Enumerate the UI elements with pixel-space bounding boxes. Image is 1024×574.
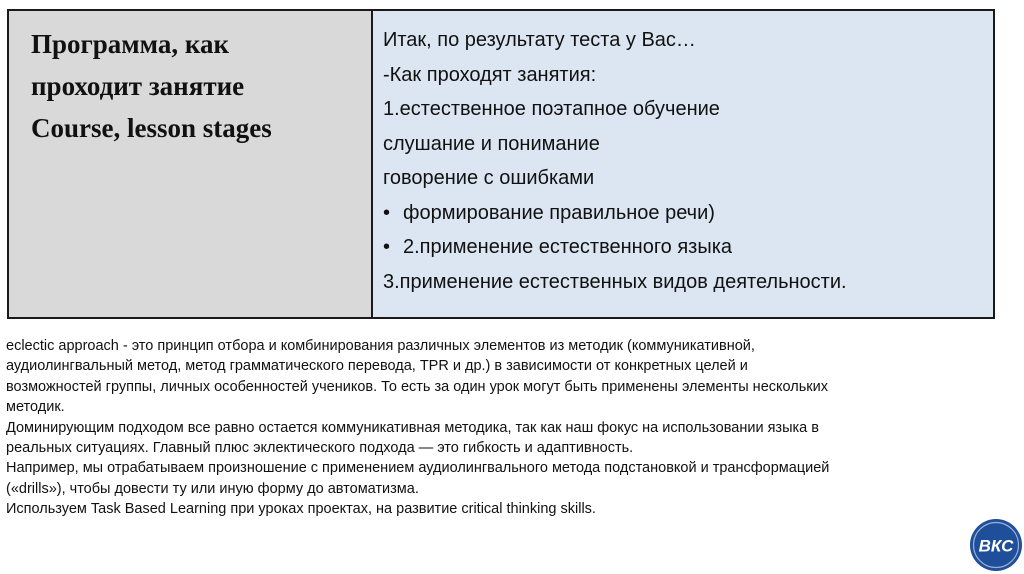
line-text: -Как проходят занятия: <box>383 63 597 86</box>
right-cell-line <box>383 23 993 58</box>
left-cell-line: Course, lesson stages <box>31 113 272 143</box>
notes-text <box>6 336 1016 520</box>
left-cell-line: Программа, как <box>31 29 230 59</box>
line-text: 1.естественное поэтапное обучение <box>383 98 720 120</box>
line-text: 3.применение естественных видов деятельности. <box>383 270 847 293</box>
line-text: Итак, по результату теста у Вас… <box>383 29 696 51</box>
line-text: говорение с ошибками <box>383 167 595 189</box>
vkc-logo-icon <box>969 518 1023 572</box>
notes-line: («drills»), чтобы довести ту или иную форму до автоматизма. <box>6 480 419 497</box>
notes-line: методик. <box>6 399 65 416</box>
bullet-marker: • <box>383 236 391 258</box>
right-cell-line <box>383 127 993 162</box>
notes-line: возможностей группы, личных особенностей учеников. То есть за один урок могут быть применены элементы нескольких <box>6 378 828 395</box>
bullet-marker: • <box>383 201 391 224</box>
right-cell-line <box>383 265 993 300</box>
left-cell-line: проходит занятие <box>31 71 245 101</box>
right-cell-line <box>383 92 993 127</box>
logo-text: ВКС <box>978 536 1014 556</box>
right-cell-line <box>383 58 993 93</box>
content-table <box>7 9 995 319</box>
table-right-cell <box>373 11 993 317</box>
notes-line: аудиолингвальный метод, метод грамматического перевода, TPR и др.) в зависимости от конкретных целей и <box>6 358 748 375</box>
right-cell-bullet-line <box>383 196 993 231</box>
line-text: 2.применение естественного языка <box>403 236 733 258</box>
notes-line: Доминирующим подходом все равно остается коммуникативная методика, так как наш фокус на использовании языка в <box>6 419 819 436</box>
notes-line: Используем Task Based Learning при уроках проектах, на развитие critical thinking skills. <box>6 501 596 518</box>
right-cell-line <box>383 161 993 196</box>
notes-line: eclectic approach - это принцип отбора и комбинирования различных элементов из методик (коммуникативной, <box>6 338 755 354</box>
table-left-cell <box>9 11 373 317</box>
notes-line: Например, мы отрабатываем произношение с применением аудиолингвального метода подстановкой и трансформацией <box>6 460 830 477</box>
right-cell-bullet-line <box>383 230 993 265</box>
notes-line: реальных ситуациях. Главный плюс эклектического подхода — это гибкость и адаптивность. <box>6 440 634 457</box>
line-text: формирование правильное речи) <box>403 201 715 224</box>
line-text: слушание и понимание <box>383 132 600 155</box>
